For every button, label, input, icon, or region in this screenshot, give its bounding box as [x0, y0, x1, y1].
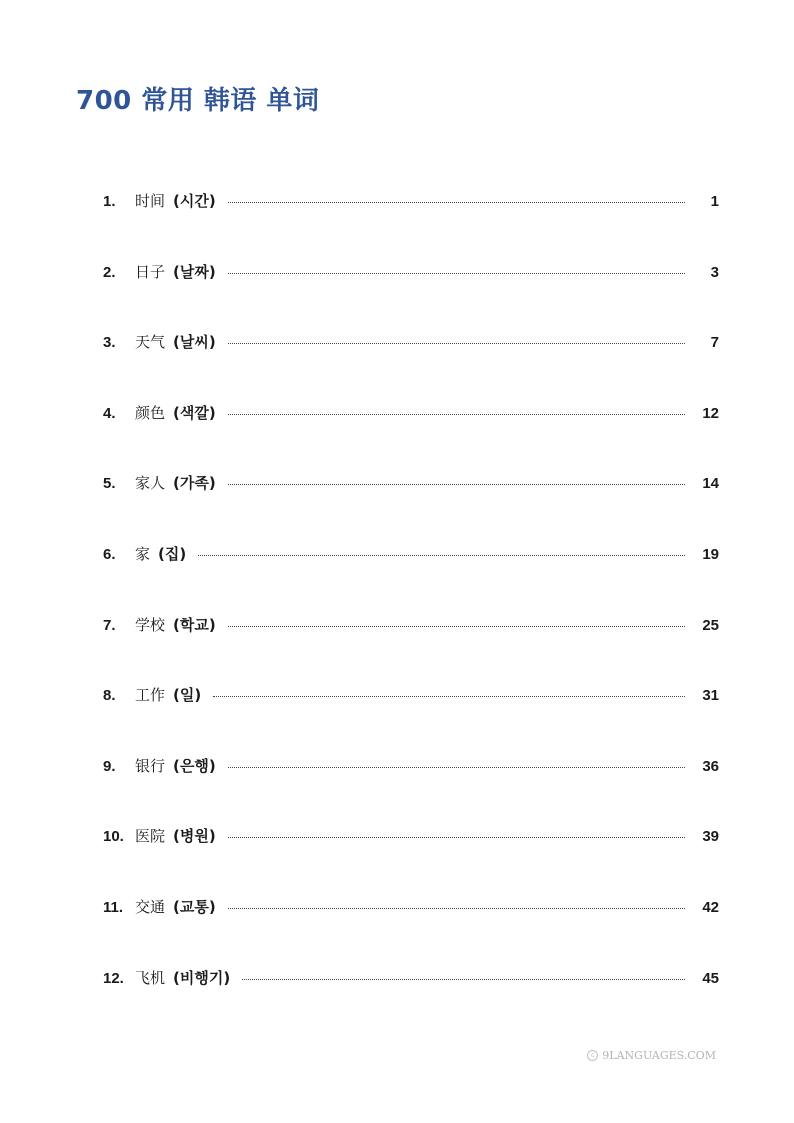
toc-entry[interactable] [103, 684, 719, 755]
dot-leader [228, 626, 685, 627]
toc-entry[interactable] [103, 261, 719, 332]
toc-entry-korean: (일) [173, 686, 202, 705]
toc-entry-number: 6. [103, 545, 116, 563]
toc-entry[interactable] [103, 755, 719, 826]
toc-entry-number: 4. [103, 404, 116, 422]
toc-entry-number: 2. [103, 263, 116, 281]
dot-leader [242, 979, 685, 980]
dot-leader [228, 414, 685, 415]
toc-entry-number: 11. [103, 898, 124, 916]
toc-entry-page: 19 [702, 545, 719, 563]
toc-entry[interactable] [103, 896, 719, 967]
toc-entry-chinese: 交通 [135, 897, 166, 916]
toc-entry-korean: (교통) [173, 897, 216, 916]
toc-entry[interactable] [103, 331, 719, 402]
toc-entry-page: 36 [702, 757, 719, 775]
dot-leader [228, 343, 685, 344]
dot-leader [198, 555, 685, 556]
toc-entry-korean: (은행) [173, 756, 216, 775]
dot-leader [228, 273, 685, 274]
page-title: 700 常用 韩语 单词 [76, 86, 320, 116]
toc-entry-page: 14 [702, 475, 719, 493]
toc-entry[interactable] [103, 967, 719, 1038]
toc-entry-chinese: 天气 [135, 333, 166, 352]
toc-entry[interactable] [103, 614, 719, 685]
dot-leader [228, 202, 685, 203]
toc-entry-korean: (가족) [173, 474, 216, 493]
toc-entry-page: 7 [710, 334, 719, 352]
toc-entry[interactable] [103, 472, 719, 543]
toc-entry-chinese: 医院 [135, 827, 166, 846]
toc-entry-number: 9. [103, 757, 116, 775]
toc-entry-korean: (병원) [173, 827, 216, 846]
toc-entry-korean: (날씨) [173, 333, 216, 352]
toc-entry-page: 31 [702, 687, 719, 705]
dot-leader [228, 484, 685, 485]
toc-entry-chinese: 家 [135, 544, 151, 563]
toc-entry-number: 10. [103, 828, 124, 846]
toc-entry-chinese: 家人 [135, 474, 166, 493]
toc-entry-chinese: 日子 [135, 262, 166, 281]
toc-entry-korean: (비행기) [173, 968, 231, 987]
footer-text: 9LANGUAGES.COM [602, 1049, 716, 1062]
toc-entry-chinese: 工作 [135, 686, 166, 705]
toc-entry-page: 1 [710, 193, 719, 210]
dot-leader [228, 837, 685, 838]
toc-entry-chinese: 飞机 [135, 968, 166, 987]
toc-entry[interactable] [103, 825, 719, 896]
toc-entry-korean: (색깔) [173, 403, 216, 422]
table-of-contents [103, 190, 719, 1037]
toc-entry-number: 1. [103, 193, 116, 210]
toc-entry-page: 3 [710, 263, 719, 281]
dot-leader [213, 696, 685, 697]
toc-entry-chinese: 学校 [135, 615, 166, 634]
footer-watermark [587, 1049, 716, 1062]
toc-entry-page: 42 [702, 898, 719, 916]
toc-entry[interactable] [103, 402, 719, 473]
toc-entry-korean: (집) [158, 544, 187, 563]
toc-entry-chinese: 时间 [135, 192, 166, 210]
toc-entry-number: 8. [103, 687, 116, 705]
dot-leader [228, 767, 685, 768]
toc-entry-page: 45 [702, 969, 719, 987]
toc-entry-number: 7. [103, 616, 116, 634]
toc-entry[interactable] [103, 543, 719, 614]
toc-entry-korean: (날짜) [173, 262, 216, 281]
toc-entry-korean: (학교) [173, 615, 216, 634]
dot-leader [228, 908, 685, 909]
toc-entry-page: 25 [702, 616, 719, 634]
toc-entry[interactable] [103, 190, 719, 261]
toc-entry-number: 12. [103, 969, 124, 987]
toc-entry-number: 5. [103, 475, 116, 493]
toc-entry-korean: (시간) [173, 192, 216, 210]
toc-entry-page: 39 [702, 828, 719, 846]
toc-entry-number: 3. [103, 334, 116, 352]
toc-entry-chinese: 银行 [135, 756, 166, 775]
copyright-icon: c [587, 1050, 598, 1061]
toc-entry-chinese: 颜色 [135, 403, 166, 422]
toc-entry-page: 12 [702, 404, 719, 422]
